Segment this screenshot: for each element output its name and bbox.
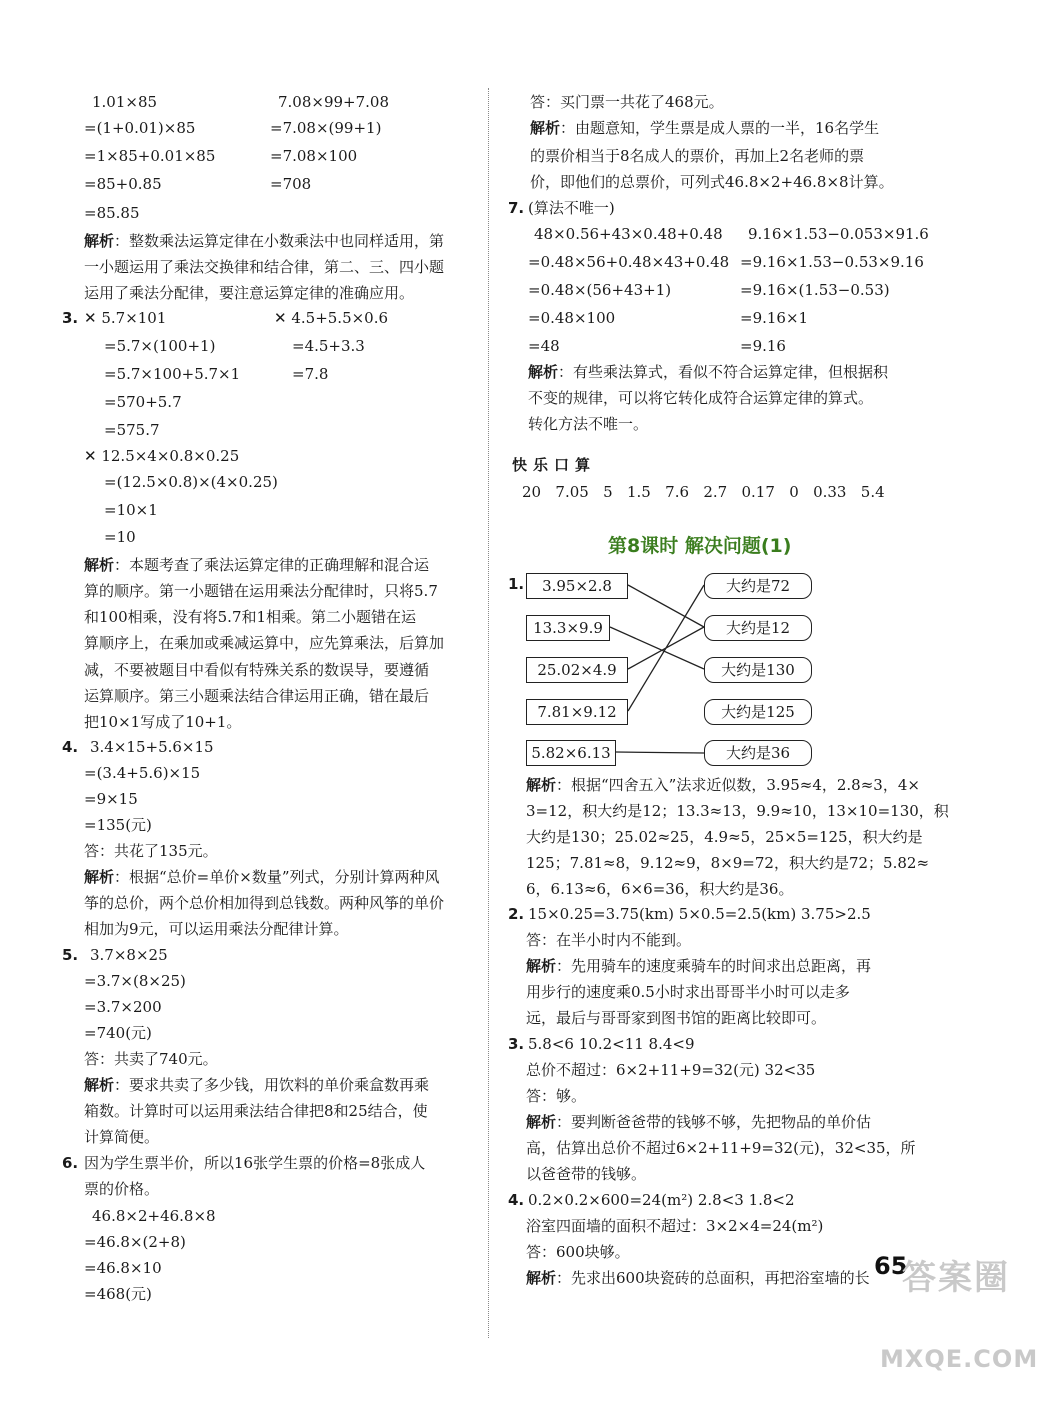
question-number: 4.	[508, 1191, 525, 1209]
quick-answer: 1.5	[626, 483, 651, 501]
calc-line: 15×0.25=3.75(km) 5×0.5=2.5(km) 3.75>2.5	[528, 905, 871, 923]
calc-line: =9.16×(1.53−0.53)	[740, 281, 890, 299]
quick-answer: 0.33	[813, 483, 847, 501]
match-expression: 7.81×9.12	[526, 699, 628, 725]
analysis-line: 解析：整数乘法运算定律在小数乘法中也同样适用，第	[84, 232, 445, 250]
calc-line: 5.8<6 10.2<11 8.4<9	[528, 1035, 695, 1053]
calc-line: =(12.5×0.8)×(4×0.25)	[104, 473, 278, 491]
calc-line: 浴室四面墙的面积不超过：3×2×4=24(m²)	[526, 1217, 824, 1235]
section-title: 第8课时 解决问题(1)	[608, 535, 792, 557]
calc-line: 46.8×2+46.8×8	[92, 1207, 216, 1225]
answer-line: 答：共花了135元。	[84, 842, 218, 860]
calc-line: ✕ 4.5+5.5×0.6	[274, 309, 389, 327]
analysis-line: 解析：本题考查了乘法运算定律的正确理解和混合运	[84, 556, 430, 574]
analysis-line: 一小题运用了乘法交换律和结合律，第二、三、四小题	[84, 258, 445, 276]
calc-line: 3.4×15+5.6×15	[90, 738, 214, 756]
analysis-line: 把10×1写成了10+1。	[84, 713, 242, 731]
quick-answer: 20	[522, 483, 542, 501]
analysis-line: 计算简便。	[84, 1128, 160, 1146]
calc-line: 总价不超过：6×2+11+9=32(元) 32<35	[526, 1061, 816, 1079]
page-number: 65	[874, 1252, 908, 1280]
question-text: 票的价格。	[84, 1180, 160, 1198]
calc-line: =708	[270, 175, 312, 193]
analysis-line: 解析：根据“四舍五入”法求近似数，3.95≈4，2.8≈3，4×	[526, 776, 920, 794]
watermark-url: MXQE.COM	[880, 1345, 1038, 1373]
match-estimate: 大约是125	[704, 699, 812, 725]
calc-line: =9.16×1.53−0.53×9.16	[740, 253, 924, 271]
match-estimate: 大约是130	[704, 657, 812, 683]
calc-line: =7.08×(99+1)	[270, 119, 382, 137]
answer-line: 答：共卖了740元。	[84, 1050, 218, 1068]
analysis-line: 箱数。计算时可以运用乘法结合律把8和25结合，使	[84, 1102, 428, 1120]
analysis-line: 转化方法不唯一。	[528, 415, 649, 433]
calc-line: 9.16×1.53−0.053×91.6	[748, 225, 929, 243]
match-estimate: 大约是72	[704, 573, 812, 599]
match-expression: 3.95×2.8	[526, 573, 628, 599]
watermark-logo: 答案圈	[902, 1258, 1010, 1298]
calc-line: =48	[528, 337, 560, 355]
calc-line: =9×15	[84, 790, 138, 808]
calc-line: =3.7×(8×25)	[84, 972, 186, 990]
analysis-line: 解析：要判断爸爸带的钱够不够，先把物品的单价估	[526, 1113, 872, 1131]
calc-line: 1.01×85	[92, 93, 158, 111]
calc-line: =4.5+3.3	[292, 337, 365, 355]
analysis-line: 和100相乘，没有将5.7和1相乘。第二小题错在运	[84, 608, 417, 626]
quick-answer: 7.6	[665, 483, 690, 501]
answer-line: 答：在半小时内不能到。	[526, 931, 692, 949]
analysis-line: 运用了乘法分配律，要注意运算定律的准确应用。	[84, 284, 415, 302]
column-divider	[488, 88, 489, 1338]
match-expression: 25.02×4.9	[526, 657, 628, 683]
analysis-line: 运算顺序。第三小题乘法结合律运用正确，错在最后	[84, 687, 430, 705]
question-number: 1.	[508, 575, 525, 593]
analysis-line: 解析：由题意知，学生票是成人票的一半，16名学生	[530, 119, 880, 137]
analysis-line: 解析：要求共卖了多少钱，用饮料的单价乘盒数再乘	[84, 1076, 430, 1094]
calc-line: =85+0.85	[84, 175, 162, 193]
analysis-line: 远，最后与哥哥家到图书馆的距离比较即可。	[526, 1009, 827, 1027]
calc-line: ✕ 12.5×4×0.8×0.25	[84, 447, 240, 465]
question-number: 3.	[62, 309, 79, 327]
question-number: 6.	[62, 1154, 79, 1172]
calc-line: =9.16	[740, 337, 786, 355]
quick-answer: 2.7	[703, 483, 728, 501]
quick-answer: 0.17	[741, 483, 775, 501]
match-expression: 13.3×9.9	[526, 615, 610, 641]
analysis-line: 大约是130；25.02≈25，4.9≈5，25×5=125，积大约是	[526, 828, 923, 846]
quick-calc-title: 快乐口算	[512, 456, 597, 474]
question-text: 因为学生票半价，所以16张学生票的价格=8张成人	[84, 1154, 426, 1172]
calc-line: 7.08×99+7.08	[278, 93, 390, 111]
match-estimate: 大约是36	[704, 740, 812, 766]
analysis-line: 3=12，积大约是12；13.3≈13，9.9≈10，13×10=130，积	[526, 802, 949, 820]
analysis-line: 用步行的速度乘0.5小时求出哥哥半小时可以走多	[526, 983, 850, 1001]
calc-line: =(3.4+5.6)×15	[84, 764, 201, 782]
quick-answer: 5.4	[860, 483, 885, 501]
answer-line: 答：够。	[526, 1087, 587, 1105]
calc-line: =1×85+0.01×85	[84, 147, 216, 165]
match-expression: 5.82×6.13	[526, 740, 616, 766]
calc-line: 0.2×0.2×600=24(m²) 2.8<3 1.8<2	[528, 1191, 795, 1209]
question-number: 5.	[62, 946, 79, 964]
analysis-line: 算顺序上，在乘加或乘减运算中，应先算乘法，后算加	[84, 634, 445, 652]
question-note: (算法不唯一)	[528, 199, 615, 217]
quick-answer: 0	[789, 483, 799, 501]
analysis-line: 以爸爸带的钱够。	[526, 1165, 647, 1183]
quick-answer: 7.05	[555, 483, 589, 501]
answer-line: 答：买门票一共花了468元。	[530, 93, 724, 111]
calc-line: =135(元)	[84, 816, 152, 834]
calc-line: =46.8×10	[84, 1259, 162, 1277]
analysis-line: 高，估算出总价不超过6×2+11+9=32(元)，32<35，所	[526, 1139, 916, 1157]
calc-line: =7.8	[292, 365, 329, 383]
calc-line: =7.08×100	[270, 147, 358, 165]
calc-line: =570+5.7	[104, 393, 182, 411]
calc-line: =5.7×(100+1)	[104, 337, 216, 355]
calc-line: =46.8×(2+8)	[84, 1233, 186, 1251]
analysis-line: 算的顺序。第一小题错在运用乘法分配律时，只将5.7	[84, 582, 438, 600]
analysis-line: 6，6.13≈6，6×6=36，积大约是36。	[526, 880, 794, 898]
analysis-line: 价，即他们的总票价，可列式46.8×2+46.8×8计算。	[530, 173, 894, 191]
answer-line: 答：600块够。	[526, 1243, 630, 1261]
calc-line: =468(元)	[84, 1285, 152, 1303]
calc-line: 3.7×8×25	[90, 946, 168, 964]
quick-answer: 5	[603, 483, 613, 501]
calc-line: =740(元)	[84, 1024, 152, 1042]
calc-line: =0.48×56+0.48×43+0.48	[528, 253, 730, 271]
analysis-line: 125；7.81≈8，9.12≈9，8×9=72，积大约是72；5.82≈	[526, 854, 930, 872]
calc-line: =0.48×100	[528, 309, 616, 327]
analysis-line: 不变的规律，可以将它转化成符合运算定律的算式。	[528, 389, 874, 407]
question-number: 7.	[508, 199, 525, 217]
calc-line: =575.7	[104, 421, 160, 439]
analysis-line: 的票价相当于8名成人的票价，再加上2名老师的票	[530, 147, 865, 165]
calc-line: =0.48×(56+43+1)	[528, 281, 672, 299]
calc-line: =5.7×100+5.7×1	[104, 365, 241, 383]
calc-line: 48×0.56+43×0.48+0.48	[534, 225, 723, 243]
calc-line: =10×1	[104, 501, 158, 519]
question-number: 2.	[508, 905, 525, 923]
analysis-line: 解析：根据“总价=单价×数量”列式，分别计算两种风	[84, 868, 440, 886]
question-number: 3.	[508, 1035, 525, 1053]
question-number: 4.	[62, 738, 79, 756]
analysis-line: 减，不要被题目中看似有特殊关系的数误导，要遵循	[84, 661, 430, 679]
analysis-line: 解析：先求出600块瓷砖的总面积，再把浴室墙的长	[526, 1269, 870, 1287]
calc-line: =9.16×1	[740, 309, 809, 327]
calc-line: =(1+0.01)×85	[84, 119, 196, 137]
match-estimate: 大约是12	[704, 615, 812, 641]
calc-line: ✕ 5.7×101	[84, 309, 167, 327]
calc-line: =3.7×200	[84, 998, 162, 1016]
analysis-line: 解析：先用骑车的速度乘骑车的时间求出总距离，再	[526, 957, 872, 975]
analysis-line: 筝的总价，两个总价相加得到总钱数。两种风筝的单价	[84, 894, 445, 912]
calc-line: =85.85	[84, 204, 140, 222]
analysis-line: 解析：有些乘法算式，看似不符合运算定律，但根据积	[528, 363, 889, 381]
analysis-line: 相加为9元，可以运用乘法分配律计算。	[84, 920, 349, 938]
calc-line: =10	[104, 528, 136, 546]
